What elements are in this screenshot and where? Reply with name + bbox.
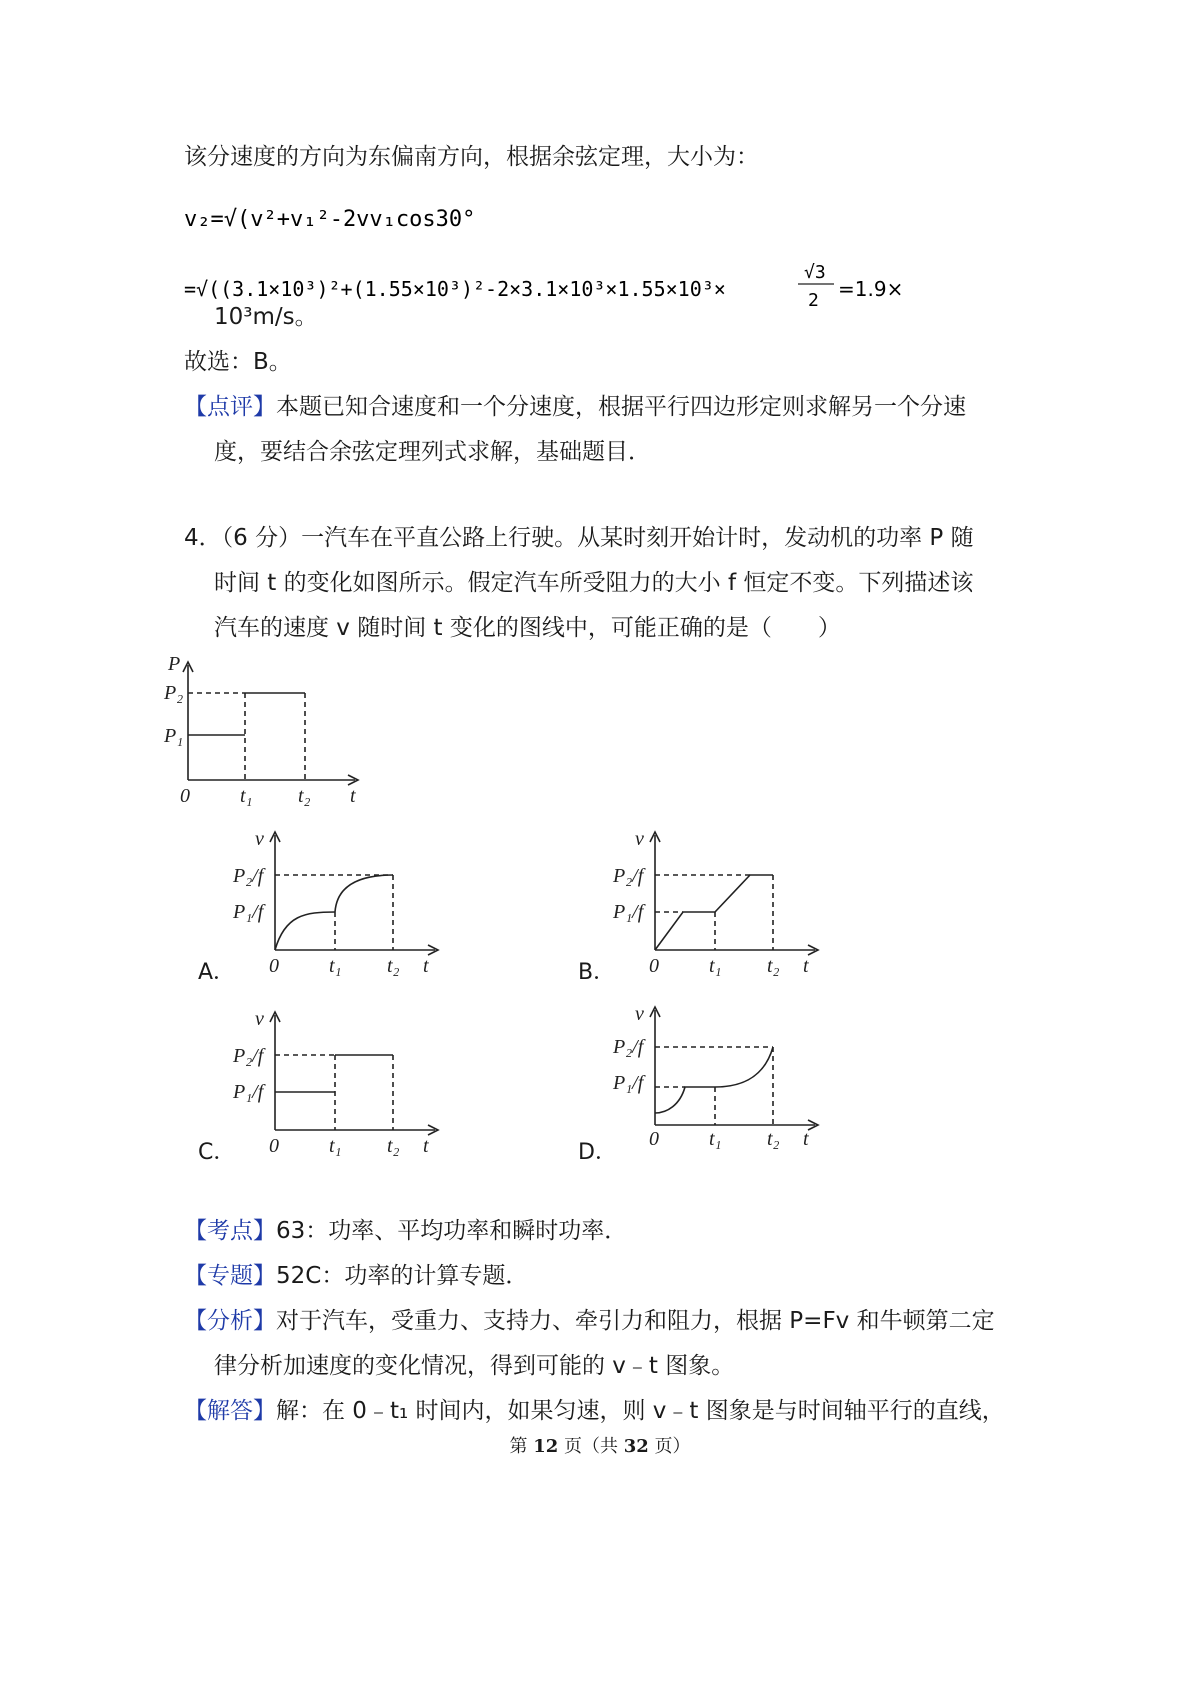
svg-text:P₂/f: P₂/f — [613, 865, 644, 887]
text-line: 故选：B。 — [184, 349, 292, 375]
svg-text:t: t — [803, 1128, 809, 1150]
option-b-graph — [605, 820, 835, 980]
svg-text:t: t — [423, 955, 429, 977]
question-line: 4．（6 分）一汽车在平直公路上行驶。从某时刻开始计时，发动机的功率 P 随 — [184, 525, 974, 551]
svg-text:P₁/f: P₁/f — [233, 901, 264, 923]
comment-line: 【点评】本题已知合速度和一个分速度，根据平行四边形定则求解另一个分速 — [184, 394, 966, 420]
svg-text:0: 0 — [649, 955, 659, 977]
option-b-label: B． — [578, 960, 616, 985]
svg-text:0: 0 — [269, 955, 279, 977]
svg-text:0: 0 — [269, 1135, 279, 1157]
svg-text:t₁: t₁ — [709, 955, 722, 977]
svg-text:t: t — [350, 785, 356, 807]
text-line: 10³m/s。 — [214, 304, 318, 330]
svg-text:0: 0 — [649, 1128, 659, 1150]
power-time-graph — [160, 650, 380, 810]
analysis-zhuanti: 【专题】52C：功率的计算专题． — [184, 1263, 529, 1289]
svg-text:P₁: P₁ — [164, 725, 184, 747]
svg-text:0: 0 — [180, 785, 190, 807]
option-d-graph — [605, 995, 835, 1155]
analysis-kaodian: 【考点】63：功率、平均功率和瞬时功率． — [184, 1218, 628, 1244]
svg-text:=√((3.1×10³)²+(1.55×10³)²-2×3.: =√((3.1×10³)²+(1.55×10³)²-2×3.1×10³×1.55×10³× — [184, 277, 726, 301]
question-line: 汽车的速度 v 随时间 t 变化的图线中，可能正确的是（ ） — [214, 615, 841, 641]
svg-text:v: v — [635, 828, 644, 850]
svg-text:=1.9×: =1.9× — [838, 277, 904, 301]
analysis-jieda: 【解答】解：在 0﹣t₁ 时间内，如果匀速，则 v﹣t 图象是与时间轴平行的直线， — [184, 1398, 1005, 1424]
svg-text:P: P — [168, 653, 181, 675]
svg-text:t₂: t₂ — [298, 785, 311, 807]
svg-text:v: v — [255, 1008, 264, 1030]
svg-text:v: v — [255, 828, 264, 850]
svg-text:P₁/f: P₁/f — [613, 901, 644, 923]
svg-text:P₁/f: P₁/f — [233, 1081, 264, 1103]
option-a-label: A． — [198, 960, 236, 985]
svg-text:t₂: t₂ — [387, 1135, 400, 1157]
svg-text:t: t — [803, 955, 809, 977]
svg-text:v₂=√(v²+v₁²-2vv₁cos30°): v₂=√(v²+v₁²-2vv₁cos30°) — [184, 207, 474, 232]
option-a-graph — [225, 820, 455, 980]
svg-text:t₂: t₂ — [767, 1128, 780, 1150]
svg-text:t₂: t₂ — [387, 955, 400, 977]
svg-text:t₁: t₁ — [709, 1128, 722, 1150]
analysis-fenxi: 【分析】对于汽车，受重力、支持力、牵引力和阻力，根据 P=Fv 和牛顿第二定 — [184, 1308, 995, 1334]
option-d-label: D． — [578, 1140, 617, 1165]
text-line: 该分速度的方向为东偏南方向，根据余弦定理，大小为： — [184, 144, 759, 170]
svg-text:t: t — [423, 1135, 429, 1157]
page-footer: 第 12 页（共 32 页） — [509, 1436, 691, 1457]
svg-text:2: 2 — [808, 290, 819, 311]
svg-text:t₁: t₁ — [329, 1135, 342, 1157]
svg-text:t₁: t₁ — [240, 785, 253, 807]
svg-text:t₁: t₁ — [329, 955, 342, 977]
option-c-graph — [225, 1000, 455, 1160]
svg-text:P₁/f: P₁/f — [613, 1072, 644, 1094]
svg-text:√3: √3 — [804, 262, 826, 283]
sqrt-sign — [184, 196, 474, 236]
svg-text:P₂/f: P₂/f — [613, 1036, 644, 1058]
svg-text:v: v — [635, 1003, 644, 1025]
svg-text:P₂/f: P₂/f — [233, 1045, 264, 1067]
svg-text:P₂/f: P₂/f — [233, 865, 264, 887]
option-c-label: C． — [198, 1140, 236, 1165]
text-line: 度，要结合余弦定理列式求解，基础题目． — [214, 439, 651, 465]
bracket-tag: 【点评】 — [184, 394, 276, 420]
svg-text:P₂: P₂ — [164, 682, 184, 704]
question-line: 时间 t 的变化如图所示。假定汽车所受阻力的大小 f 恒定不变。下列描述该 — [214, 570, 974, 596]
svg-text:t₂: t₂ — [767, 955, 780, 977]
analysis-fenxi-cont: 律分析加速度的变化情况，得到可能的 v﹣t 图象。 — [214, 1353, 735, 1379]
formula-v2 — [184, 196, 474, 242]
